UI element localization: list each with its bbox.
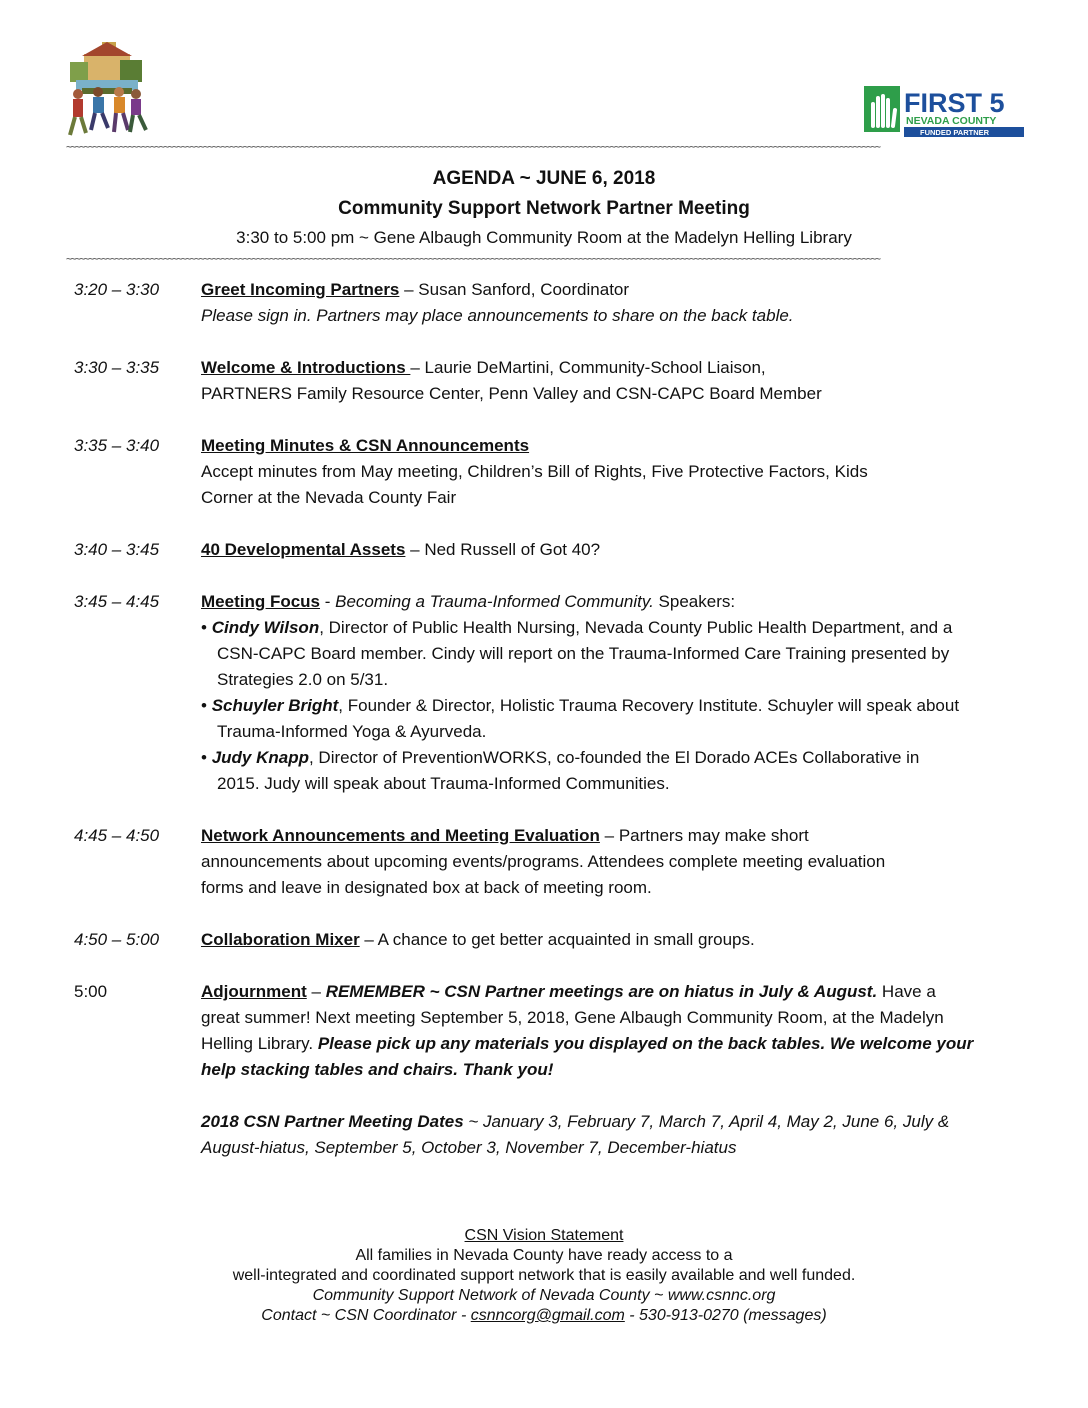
agenda-text: Speakers: <box>653 592 736 611</box>
agenda-heading: Network Announcements and Meeting Evaluation <box>201 826 600 845</box>
meeting-subtitle: Community Support Network Partner Meeting <box>338 198 750 219</box>
vision-line1: All families in Nevada County have ready access to a <box>355 1247 733 1264</box>
agenda-time: 5:00 <box>74 982 108 1001</box>
agenda-body <box>201 355 991 407</box>
hiatus-reminder: REMEMBER ~ CSN Partner meetings are on hiatus in July & August. <box>325 982 878 1001</box>
agenda-body <box>201 433 991 511</box>
agenda-time: 3:35 – 3:40 <box>74 436 160 455</box>
vision-heading: CSN Vision Statement <box>464 1227 624 1244</box>
agenda-body: Adjournment – REMEMBER ~ CSN Partner meetings are on hiatus in July & August. Have a great summer! Next meeting September 5, 2018, Gene Albaugh Community Room, at the Madelyn Helling Library. Please pick up any materials you displayed on the back tables. We welcome your help stacking tables and chairs. Thank you! 2018 CSN Partner Meeting Dates ~ January 3, February 7, March 7, April 4, May 2, June 6, July & August-hiatus, September 5, October 3, November 7, December-hiatus <box>201 979 976 1161</box>
agenda-heading: 40 Developmental Assets <box>201 540 406 559</box>
agenda-heading: Meeting Minutes & CSN Announcements <box>201 436 530 455</box>
agenda-time: 3:30 – 3:35 <box>74 358 160 377</box>
agenda-note: Please sign in. Partners may place announcements to share on the back table. <box>201 306 794 325</box>
agenda-time: 3:45 – 4:45 <box>74 592 160 611</box>
agenda-text: – A chance to get better acquainted in small groups. <box>359 930 755 949</box>
speaker-name: Cindy Wilson <box>211 618 320 637</box>
agenda-time: 4:45 – 4:50 <box>74 826 160 845</box>
agenda-body <box>201 537 991 563</box>
agenda-heading: Adjournment <box>201 982 307 1001</box>
agenda-body: Meeting Focus - Becoming a Trauma-Informed Community. Speakers: • Cindy Wilson, Director of Public Health Nursing, Nevada County Public Health Department, and a CSN-CAPC Board member. Cindy will report on the Trauma-Informed Care Training presented by Strategies 2.0 on 5/31. • Schuyler Bright, Founder & Director, Holistic Trauma Recovery Institute. Schuyler will speak about Trauma-Informed Yoga & Ayurveda. • Judy Knapp, Director of PreventionWORKS, co-founded the El Dorado ACEs Collaborative in 2015. Judy will speak about Trauma-Informed Communities. <box>201 589 961 797</box>
agenda-heading: Welcome & Introductions <box>201 358 411 377</box>
meeting-info: 3:30 to 5:00 pm ~ Gene Albaugh Community Room at the Madelyn Helling Library <box>236 228 852 247</box>
agenda-heading: Greet Incoming Partners <box>201 280 400 299</box>
speaker-description: , Director of PreventionWORKS, co-founded the El Dorado ACEs Collaborative in 2015. Judy will speak about Trauma-Informed Communities. <box>217 748 920 793</box>
agenda-body <box>201 277 991 329</box>
agenda-time: 4:50 – 5:00 <box>74 930 160 949</box>
agenda-text: – Susan Sanford, Coordinator <box>399 280 630 299</box>
agenda-text: – Partners may make short announcements about upcoming events/programs. Attendees complete meeting evaluation forms and leave in designated box at back of meeting room. <box>201 826 886 897</box>
speaker-item: • Judy Knapp, Director of PreventionWORKS, co-founded the El Dorado ACEs Collaborative in 2015. Judy will speak about Trauma-Informed Communities. <box>201 748 920 793</box>
first5-logo <box>864 86 1024 138</box>
top-divider: ~~~~~~~~~~~~~~~~~~~~~~~~~~~~~~~~~~~~~~~~~~~~~~~~~~~~~~~~~~~~~~~~~~~~~~~~~~~~~~~~~~~~~~~~~~~~~~~~~~~~~~~~~~~~~~~~~~~~~~~~~~~~~~~~~~~~~~~~~~~~~~~~~~~~~~~~~~~~~~~~~~~~~~~~~~~~~~~~~~~~~~~~ <box>66 144 880 152</box>
title-divider: ~~~~~~~~~~~~~~~~~~~~~~~~~~~~~~~~~~~~~~~~~~~~~~~~~~~~~~~~~~~~~~~~~~~~~~~~~~~~~~~~~~~~~~~~~~~~~~~~~~~~~~~~~~~~~~~~~~~~~~~~~~~~~~~~~~~~~~~~~~~~~~~~~~~~~~~~~~~~~~~~~~~~~~~~~~~~~~~~~~~~~~~~ <box>66 256 880 264</box>
agenda-text-line3: Corner at the Nevada County Fair <box>201 488 457 507</box>
agenda-text-line2: Accept minutes from May meeting, Children’s Bill of Rights, Five Protective Factors, Kids <box>201 462 868 481</box>
nevada-county-logo-text: NEVADA COUNTY <box>906 115 997 127</box>
speaker-name: Schuyler Bright <box>211 696 339 715</box>
agenda-text: – Ned Russell of Got 40? <box>405 540 601 559</box>
speaker-item: • Schuyler Bright, Founder & Director, Holistic Trauma Recovery Institute. Schuyler will speak about Trauma-Informed Yoga & Ayurveda. <box>201 696 960 741</box>
speaker-description: , Founder & Director, Holistic Trauma Recovery Institute. Schuyler will speak about Trauma-Informed Yoga & Ayurveda. <box>217 696 960 741</box>
meeting-dates-label: 2018 CSN Partner Meeting Dates <box>201 1112 464 1131</box>
contact-line: Contact ~ CSN Coordinator - csnncorg@gmail.com - 530-913-0270 (messages) <box>261 1307 827 1324</box>
speaker-description: , Director of Public Health Nursing, Nevada County Public Health Department, and a CSN-CAPC Board member. Cindy will report on the Trauma-Informed Care Training presented by Strategies 2.0 on 5/31. <box>217 618 953 689</box>
speaker-item: • Cindy Wilson, Director of Public Health Nursing, Nevada County Public Health Department, and a CSN-CAPC Board member. Cindy will report on the Trauma-Informed Care Training presented by Strategies 2.0 on 5/31. <box>201 618 953 689</box>
vision-line2: well-integrated and coordinated support network that is easily available and well funded. <box>232 1267 856 1284</box>
agenda-heading: Meeting Focus <box>201 592 321 611</box>
speaker-name: Judy Knapp <box>211 748 309 767</box>
agenda-text: – Laurie DeMartini, Community-School Liaison, <box>410 358 766 377</box>
agenda-title: AGENDA ~ JUNE 6, 2018 <box>432 168 656 189</box>
agenda-text-line2: PARTNERS Family Resource Center, Penn Valley and CSN-CAPC Board Member <box>201 384 822 403</box>
agenda-focus-topic: Becoming a Trauma-Informed Community. <box>335 592 654 611</box>
org-website-line: Community Support Network of Nevada County ~ www.csnnc.org <box>312 1287 776 1304</box>
agenda-body <box>201 927 991 953</box>
agenda-time: 3:40 – 3:45 <box>74 540 160 559</box>
agenda-time: 3:20 – 3:30 <box>74 280 160 299</box>
agenda-body <box>201 823 921 901</box>
cleanup-request: Please pick up any materials you displayed on the back tables. We welcome your help stacking tables and chairs. Thank you! <box>201 1034 974 1079</box>
vision-footer <box>0 1226 1088 1326</box>
agenda-text: Have a great summer! Next meeting September 5, 2018, Gene Albaugh Community Room, at the Madelyn Helling Library. <box>201 982 944 1053</box>
contact-email-link[interactable]: csnncorg@gmail.com <box>470 1307 625 1324</box>
first5-logo-text: FIRST 5 <box>904 88 1005 118</box>
funded-partner-logo-text: FUNDED PARTNER <box>920 128 990 137</box>
meeting-dates-list: ~ January 3, February 7, March 7, April 4, May 2, June 6, July & August-hiatus, September 5, October 3, November 7, December-hiatus <box>201 1112 950 1157</box>
meeting-dates <box>201 1109 976 1161</box>
agenda-heading: Collaboration Mixer <box>201 930 360 949</box>
csn-logo-image <box>64 40 150 140</box>
